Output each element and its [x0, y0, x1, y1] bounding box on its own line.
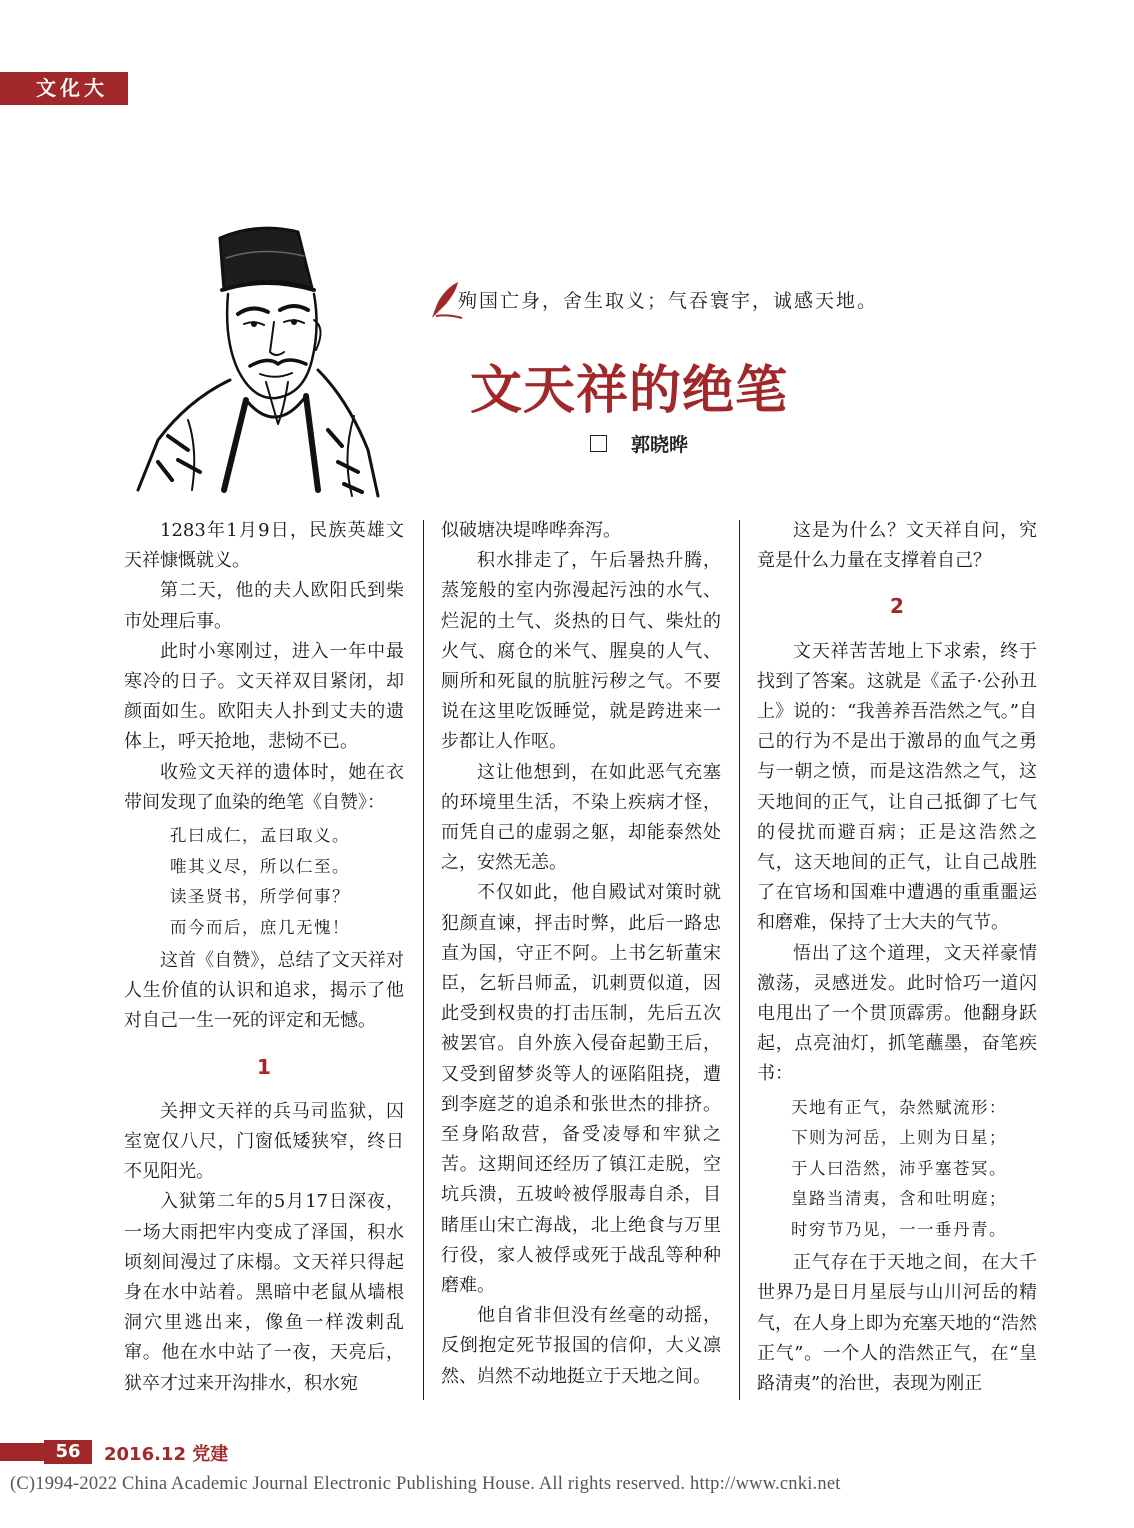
section-number: 2 — [890, 594, 904, 619]
paragraph: 文天祥苦苦地上下求索，终于找到了答案。这就是《孟子·公孙丑上》说的：“我善养吾浩然之气。”自己的行为不是出于激昂的血气之勇与一朝之愤，而是这浩然之气，这天地间的正气，让自己抵御了七气的侵扰而避百病；正是这浩然之气，这天地间的正气，让自己战胜了在官场和国难中遭遇的重重噩运和磨难，保持了士大夫的气节。 — [757, 640, 1037, 934]
poem-line: 时穷节乃见，一一垂丹青。 — [791, 1219, 1007, 1239]
paragraph: 积水排走了，午后暑热升腾，蒸笼般的室内弥漫起污浊的水气、烂泥的土气、炎热的日气、柴灶的火气、腐仓的米气、腥臭的人气、厕所和死鼠的肮脏污秽之气。不要说在这里吃饭睡觉，就是跨进来一步都让人作呕。 — [441, 550, 721, 753]
poem-line: 读圣贤书，所学何事？ — [170, 887, 350, 907]
paragraph: 他自省非但没有丝毫的动摇，反倒抱定死节报国的信仰，大义凛然、岿然不动地挺立于天地之间。 — [441, 1305, 721, 1387]
paragraph: 入狱第二年的5月17日深夜，一场大雨把牢内变成了泽国，积水顷刻间漫过了床榻。文天祥只得起身在水中站着。黑暗中老鼠从墙根洞穴里逃出来，像鱼一样泼剌乱窜。他在水中站了一夜，天亮后，狱卒才过来开沟排水，积水宛 — [124, 1191, 404, 1394]
poem-line: 孔曰成仁，孟曰取义。 — [170, 826, 350, 846]
paragraph: 第二天，他的夫人欧阳氏到柴市处理后事。 — [124, 580, 404, 632]
section-tag: 文化大观 — [0, 72, 128, 105]
paragraph: 关押文天祥的兵马司监狱，囚室宽仅八尺，门窗低矮狭窄，终日不见阳光。 — [124, 1100, 404, 1183]
author-box-icon — [590, 435, 607, 452]
issue-label: 2016.12 党建 — [104, 1444, 229, 1465]
poem-line: 而今而后，庶几无愧！ — [170, 917, 350, 937]
poem-zizan — [124, 821, 404, 943]
poem-line: 唯其义尽，所以仁至。 — [170, 856, 350, 876]
column-3 — [757, 516, 1037, 1399]
column-1 — [124, 516, 404, 1399]
paragraph: 1283年1月9日，民族英雄文天祥慷慨就义。 — [124, 520, 404, 572]
article-title: 文天祥的绝笔 — [470, 361, 789, 421]
paragraph: 此时小寒刚过，进入一年中最寒冷的日子。文天祥双目紧闭，却颜面如生。欧阳夫人扑到丈夫的遗体上，呼天抢地，悲恸不已。 — [124, 640, 404, 753]
footer-bar — [0, 1443, 44, 1461]
poem-line: 下则为河岳，上则为日星； — [791, 1128, 1007, 1148]
author-name: 郭晓晔 — [631, 434, 689, 456]
portrait-illustration — [128, 210, 386, 500]
column-2 — [441, 516, 721, 1392]
paragraph: 这让他想到，在如此恶气充塞的环境里生活，不染上疾病才怪，而凭自己的虚弱之躯，却能泰然处之，安然无恙。 — [441, 761, 721, 874]
copyright-line: (C)1994-2022 China Academic Journal Electronic Publishing House. All rights reserved. http://www.cnki.net — [10, 1474, 841, 1494]
paragraph: 正气存在于天地之间，在大千世界乃是日月星辰与山川河岳的精气，在人身上即为充塞天地的“浩然正气”。一个人的浩然正气，在“皇路清夷”的治世，表现为刚正 — [757, 1252, 1037, 1394]
poem-line: 天地有正气，杂然赋流形： — [791, 1097, 1007, 1117]
page-number: 56 — [44, 1440, 92, 1464]
column-divider — [739, 520, 740, 1400]
paragraph: 似破塘决堤哗哗奔泻。 — [441, 520, 621, 541]
section-number: 1 — [257, 1054, 271, 1079]
poem-line: 皇路当清夷，含和吐明庭； — [791, 1189, 1007, 1209]
paragraph: 这是为什么？文天祥自问，究竟是什么力量在支撑着自己？ — [757, 520, 1037, 572]
poem-line: 于人曰浩然，沛乎塞苍冥。 — [791, 1158, 1007, 1178]
tagline-text: 殉国亡身，舍生取义；气吞寰宇，诚感天地。 — [458, 290, 879, 312]
paragraph: 不仅如此，他自殿试对策时就犯颜直谏，抨击时弊，此后一路忠直为国，守正不阿。上书乞斩董宋臣，乞斩吕师孟，讥刺贾似道，因此受到权贵的打击压制，先后五次被罢官。自外族入侵奋起勤王后，又受到留梦炎等人的诬陷阻挠，遭到李庭芝的追杀和张世杰的排挤。至身陷敌营，备受凌辱和牢狱之苦。这期间还经历了镇江走脱，空坑兵溃，五坡岭被俘服毒自杀，目睹厓山宋亡海战，北上绝食与万里行役，家人被俘或死于战乱等种种磨难。 — [441, 882, 721, 1297]
paragraph: 这首《自赞》，总结了文天祥对人生价值的认识和追求，揭示了他对自己一生一死的评定和无憾。 — [124, 950, 404, 1032]
poem-zhengqige — [757, 1093, 1037, 1246]
paragraph: 收殓文天祥的遗体时，她在衣带间发现了血染的绝笔《自赞》： — [124, 761, 404, 813]
column-divider — [423, 520, 424, 1400]
byline — [590, 430, 688, 457]
paragraph: 悟出了这个道理，文天祥豪情激荡，灵感迸发。此时恰巧一道闪电甩出了一个贯顶霹雳。他翻身跃起，点亮油灯，抓笔蘸墨，奋笔疾书： — [757, 942, 1037, 1085]
